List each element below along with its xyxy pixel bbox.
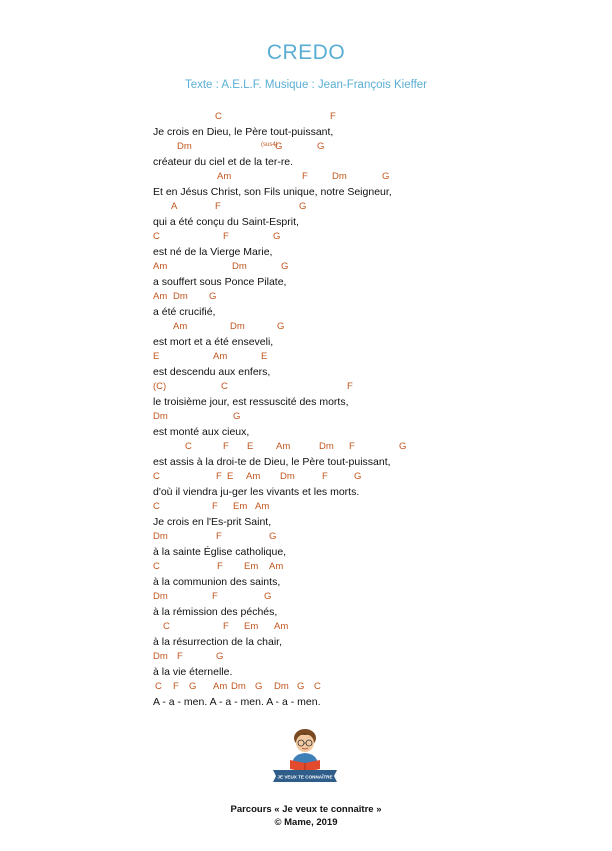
footer-parcours: Parcours « Je veux te connaître » bbox=[230, 804, 382, 815]
chord: F bbox=[223, 621, 229, 632]
chord: C bbox=[185, 441, 192, 452]
chord-line bbox=[153, 650, 453, 665]
chord: F bbox=[212, 501, 218, 512]
chord-line bbox=[153, 110, 453, 125]
lyric-line: a souffert sous Ponce Pilate, bbox=[153, 276, 287, 288]
chord-line bbox=[153, 590, 453, 605]
chord: Am bbox=[276, 441, 291, 452]
chord: Dm bbox=[231, 681, 246, 692]
chord: Am bbox=[255, 501, 270, 512]
lyric-line: à la résurrection de la chair, bbox=[153, 636, 282, 648]
chord: Dm bbox=[332, 171, 347, 182]
song-body bbox=[153, 110, 453, 710]
chord: Em bbox=[244, 561, 259, 572]
chord-line bbox=[153, 260, 453, 275]
chord-line bbox=[153, 470, 453, 485]
chord: Am bbox=[217, 171, 232, 182]
chord: Am bbox=[173, 321, 188, 332]
chord: C bbox=[215, 111, 222, 122]
chord: G bbox=[382, 171, 390, 182]
chord: Em bbox=[244, 621, 259, 632]
chord: C bbox=[163, 621, 170, 632]
chord-modifier: (sus4) bbox=[261, 142, 278, 148]
chord-line bbox=[153, 530, 453, 545]
chord: G bbox=[216, 651, 224, 662]
lyric-line: à la sainte Église catholique, bbox=[153, 546, 287, 558]
chord: Am bbox=[274, 621, 289, 632]
chord-line bbox=[153, 320, 453, 335]
chord: Am bbox=[153, 261, 168, 272]
footer-copyright: © Mame, 2019 bbox=[274, 817, 338, 828]
chord: G bbox=[233, 411, 241, 422]
chord: G bbox=[269, 531, 277, 542]
chord-line bbox=[153, 170, 453, 185]
chord: C bbox=[153, 561, 160, 572]
chord: G bbox=[255, 681, 263, 692]
lyric-line: est né de la Vierge Marie, bbox=[153, 246, 273, 258]
chord: G bbox=[281, 261, 289, 272]
credits-subtitle: Texte : A.E.L.F. Musique : Jean-François Kieffer bbox=[184, 79, 428, 91]
chord: (C) bbox=[153, 381, 167, 392]
chord: G bbox=[189, 681, 197, 692]
chord-line bbox=[153, 200, 453, 215]
chord: Am bbox=[213, 681, 228, 692]
lyric-line: est descendu aux enfers, bbox=[153, 366, 271, 378]
chord: C bbox=[153, 231, 160, 242]
lyric-line: qui a été conçu du Saint-Esprit, bbox=[153, 216, 299, 228]
chord: Am bbox=[246, 471, 261, 482]
chord: F bbox=[212, 591, 218, 602]
chord: Dm bbox=[153, 591, 168, 602]
chord: Dm bbox=[153, 651, 168, 662]
lyric-line: à la communion des saints, bbox=[153, 576, 281, 588]
chord-line bbox=[153, 500, 453, 515]
chord: F bbox=[322, 471, 328, 482]
lyric-line: le troisième jour, est ressuscité des morts, bbox=[153, 396, 349, 408]
lyric-line: à la rémission des péchés, bbox=[153, 606, 278, 618]
lyric-line: à la vie éternelle. bbox=[153, 666, 233, 678]
chord: G bbox=[209, 291, 217, 302]
je-veux-te-connaitre-logo bbox=[270, 724, 340, 786]
chord: E bbox=[153, 351, 160, 362]
chord: F bbox=[216, 531, 222, 542]
lyric-line: Et en Jésus Christ, son Fils unique, notre Seigneur, bbox=[153, 186, 392, 198]
chord-line bbox=[153, 380, 453, 395]
chord: G bbox=[299, 201, 307, 212]
chord: C bbox=[221, 381, 228, 392]
chord-line bbox=[153, 350, 453, 365]
chord-line bbox=[153, 140, 453, 155]
chord: G bbox=[275, 141, 283, 152]
chord: C bbox=[155, 681, 162, 692]
chord-line bbox=[153, 410, 453, 425]
chord: G bbox=[273, 231, 281, 242]
chord: F bbox=[217, 561, 223, 572]
chord: E bbox=[227, 471, 234, 482]
chord: C bbox=[314, 681, 321, 692]
chord: Dm bbox=[319, 441, 334, 452]
chord: Dm bbox=[177, 141, 192, 152]
lyric-line: A - a - men. A - a - men. A - a - men. bbox=[153, 696, 321, 708]
chord: Dm bbox=[232, 261, 247, 272]
chord: E bbox=[261, 351, 268, 362]
chord: G bbox=[264, 591, 272, 602]
chord: G bbox=[277, 321, 285, 332]
chord: F bbox=[349, 441, 355, 452]
lyric-line: est monté aux cieux, bbox=[153, 426, 250, 438]
lyric-line: a été crucifié, bbox=[153, 306, 216, 318]
logo-banner-text: JE VEUX TE CONNAÎTRE bbox=[277, 774, 333, 780]
chord: Dm bbox=[173, 291, 188, 302]
chord: Am bbox=[213, 351, 228, 362]
chord: F bbox=[177, 651, 183, 662]
chord: C bbox=[153, 501, 160, 512]
chord: Dm bbox=[153, 531, 168, 542]
chord: Dm bbox=[274, 681, 289, 692]
chord: G bbox=[297, 681, 305, 692]
chord: F bbox=[330, 111, 336, 122]
chord: G bbox=[354, 471, 362, 482]
chord-line bbox=[153, 290, 453, 305]
footer bbox=[0, 803, 612, 829]
chord: F bbox=[216, 471, 222, 482]
chord: F bbox=[347, 381, 353, 392]
chord-line bbox=[153, 680, 453, 695]
lyric-line: est assis à la droi-te de Dieu, le Père tout-puissant, bbox=[153, 456, 391, 468]
chord: F bbox=[173, 681, 179, 692]
chord: Em bbox=[233, 501, 248, 512]
chord: G bbox=[317, 141, 325, 152]
chord: F bbox=[223, 441, 229, 452]
chord: G bbox=[399, 441, 407, 452]
chord: A bbox=[171, 201, 178, 212]
chord: F bbox=[223, 231, 229, 242]
chord-line bbox=[153, 560, 453, 575]
chord-line bbox=[153, 620, 453, 635]
lyric-line: d'où il viendra ju-ger les vivants et les morts. bbox=[153, 486, 360, 498]
lyric-line: est mort et a été enseveli, bbox=[153, 336, 274, 348]
chord: Am bbox=[269, 561, 284, 572]
chord: Dm bbox=[153, 411, 168, 422]
chord: F bbox=[215, 201, 221, 212]
page-title: CREDO bbox=[266, 41, 346, 64]
chord: E bbox=[247, 441, 254, 452]
chord: Am bbox=[153, 291, 168, 302]
chord-line bbox=[153, 230, 453, 245]
chord: Dm bbox=[230, 321, 245, 332]
chord: Dm bbox=[280, 471, 295, 482]
chord-line bbox=[153, 440, 453, 455]
lyric-line: Je crois en l'Es-prit Saint, bbox=[153, 516, 272, 528]
lyric-line: Je crois en Dieu, le Père tout-puissant, bbox=[153, 126, 334, 138]
chord: C bbox=[153, 471, 160, 482]
chord: F bbox=[302, 171, 308, 182]
lyric-line: créateur du ciel et de la ter-re. bbox=[153, 156, 294, 168]
